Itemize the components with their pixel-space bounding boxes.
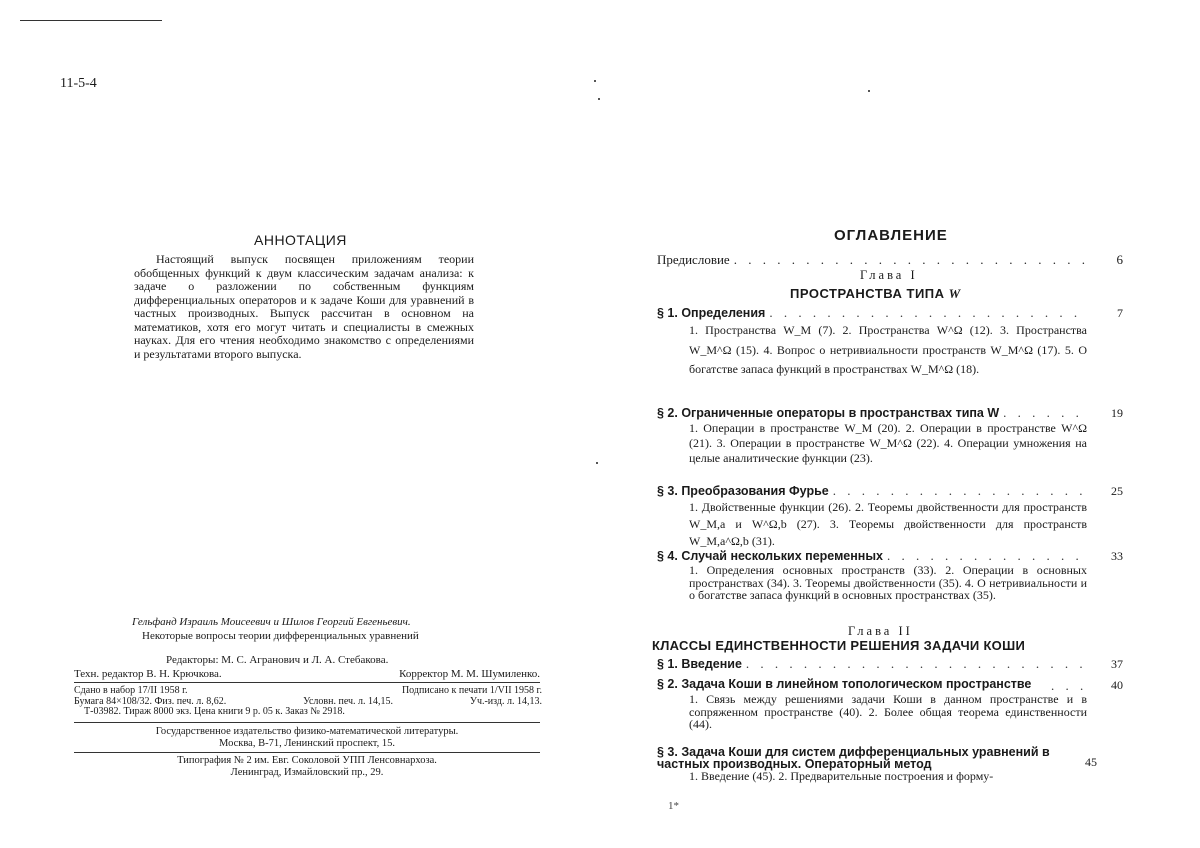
leader-dots [887,548,1089,563]
top-rule [20,20,162,21]
toc-entry-heading: § 3. Задача Коши для систем дифференциальных уравнений в частных производных. Операторный метод [657,745,1050,771]
annotation-title: АННОТАЦИЯ [254,232,347,248]
print-facts [74,686,542,718]
toc-page-number: 7 [1117,306,1123,320]
book-title: Некоторые вопросы теории дифференциальных уравнений [142,630,419,642]
toc-page-number: 45 [1085,755,1097,769]
toc-entry [657,678,1123,731]
leader-dots [734,252,1089,268]
publisher [74,726,540,749]
signature-mark: 1* [668,800,679,812]
print-run: Т-03982. Тираж 8000 экз. Цена книги 9 р. 05 к. Заказ № 2918. [84,706,345,717]
tech-editor: Техн. редактор В. Н. Крючкова. [74,668,222,680]
tech-editor-row [74,668,540,680]
signed-date: Подписано к печати 1/VII 1958 г. [401,685,542,696]
scan-speck [868,90,870,92]
authors: Гельфанд Израиль Моисеевич и Шилов Георгий Евгеньевич. [132,616,411,628]
imprint-rule [74,722,540,723]
toc-entry [657,305,1123,380]
corrector: Корректор М. М. Шумиленко. [399,668,540,680]
chapter-1-label: Глава I [860,268,918,282]
toc-entry [657,746,1123,783]
scan-speck [598,98,600,100]
toc-entry-heading: § 4. Случай нескольких переменных [657,549,883,563]
leader-dots [769,305,1089,320]
toc-entry-subsections: 1. Двойственные функции (26). 2. Теоремы двойственности для пространств W_M,a и W^Ω,b (27). 3. Теоремы двойственности для пространств W_M,a^Ω,b (31). [689,500,1087,548]
toc-entry-heading: § 3. Преобразования Фурье [657,484,829,498]
chapter-2-label: Глава II [848,624,913,638]
typeset-date: Сдано в набор 17/II 1958 г. [74,685,188,696]
annotation-body [134,253,474,361]
toc-page-number: 40 [1111,678,1123,692]
leader-dots [833,483,1089,498]
toc-entry [657,656,1123,672]
toc-page-number: 6 [1116,252,1123,267]
toc-entry-subsections: 1. Пространства W_M (7). 2. Пространства W^Ω (12). 3. Пространства W_M^Ω (15). 4. Вопрос о нетривиальности пространств W_M^Ω (17). 5. О богатстве запаса функций в пространствах W_M^Ω (18). [689,323,1087,376]
imprint-rule [74,752,540,753]
leader-dots [746,656,1089,671]
printer-address: Ленинград, Измайловский пр., 29. [230,766,384,778]
chapter-1-title-text: ПРОСТРАНСТВА ТИПА [790,286,945,301]
chapter-1-title [790,286,961,302]
toc-page-number: 33 [1111,549,1123,563]
chapter-2-title: КЛАССЫ ЕДИНСТВЕННОСТИ РЕШЕНИЯ ЗАДАЧИ КОШИ [652,638,1026,653]
publisher-name: Государственное издательство физико-математической литературы. [155,726,459,737]
toc-entry [657,548,1123,602]
leader-dots [1003,405,1089,420]
toc-preface [657,246,1123,268]
toc-entry [657,405,1123,466]
toc-title: ОГЛАВЛЕНИЕ [834,227,948,244]
conditional-sheets: Условн. печ. л. 14,15. [303,695,394,707]
editors: Редакторы: М. С. Агранович и Л. А. Стебакова. [166,654,389,666]
annotation-text: Настоящий выпуск посвящен приложениям теории обобщенных функций к двум классическим задачам анализа: к задаче о разложении по собственным функциям дифференциальных операторов и к задаче Коши для уравнений в частных производных. Выпуск рассчитан в основном на математиков, хотя его могут читать и специалисты в смежных науках. Для его чтения необходимо знакомство с определениями и результатами второго выпуска. [134,252,474,361]
toc-entry [657,483,1123,550]
toc-entry-subsections: 1. Связь между решениями задачи Коши в данном пространстве и в сопряженном пространстве (40). 2. Более общая теорема единственности (44). [689,692,1087,731]
paper-info: Бумага 84×108/32. Физ. печ. л. 8,62. [74,695,227,707]
scan-speck [596,462,598,464]
toc-page-number: 37 [1111,657,1123,671]
printer-name: Типография № 2 им. Евг. Соколовой УПП Ленсовнархоза. [177,755,437,766]
toc-entry-heading: § 1. Определения [657,306,766,320]
leader-dots [1051,678,1089,693]
publisher-address: Москва, В-71, Ленинский проспект, 15. [219,737,395,749]
toc-entry-heading: § 2. Ограниченные операторы в пространствах типа W [657,406,1000,420]
scan-speck [594,80,596,82]
toc-entry-subsections: 1. Операции в пространстве W_M (20). 2. Операции в пространстве W^Ω (21). 3. Операции в пространстве W_M^Ω (22). 4. Операции умножения на целые аналитические функции (23). [689,421,1087,465]
toc-page-number: 19 [1111,406,1123,420]
toc-entry-subsections: 1. Определения основных пространств (33). 2. Операции в основных пространствах (34). 3. Теоремы двойственности (35). 4. О нетривиальности и о богатстве запаса функций в основных пространствах (35). [689,563,1087,602]
toc-entry-heading: § 1. Введение [657,657,742,671]
publisher-sheets: Уч.-изд. л. 14,13. [469,695,542,707]
toc-page-number: 25 [1111,484,1123,498]
printer [74,755,540,778]
toc-preface-label: Предисловие [657,252,730,267]
toc-entry-subsections: 1. Введение (45). 2. Предварительные построения и форму- [689,769,994,783]
toc-entry-heading: § 2. Задача Коши в линейном топологическом пространстве [657,677,1032,691]
chapter-1-title-symbol: W [948,286,961,301]
imprint-rule [74,682,540,683]
catalog-code: 11-5-4 [60,76,97,91]
